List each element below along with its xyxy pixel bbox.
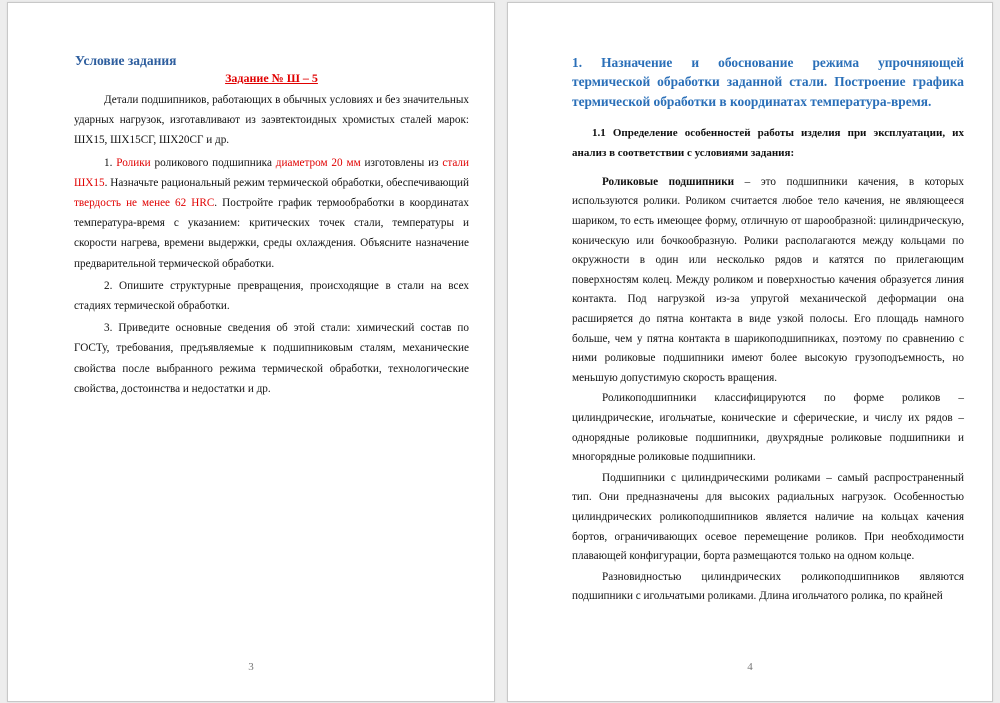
chapter-heading: 1. Назначение и обоснование режима упрочняющей термической обработки заданной стали. Построение графика термической обработки в координатах температура-время. — [572, 55, 964, 109]
paragraph-needle: Разновидностью цилиндрических роликоподшипников являются подшипники с игольчатыми роликами. Длина игольчатого ролика, по крайней — [572, 570, 964, 603]
item1-text-3: изготовлены из — [360, 156, 443, 169]
page-3-content — [74, 53, 469, 401]
paragraph-roller-bearings — [572, 173, 964, 389]
task-item-3: 3. Приведите основные сведения об этой стали: химический состав по ГОСТу, требования, предъявляемые к подшипниковым сталям, механические свойства после выбранного режима термической обработки, технологические свойства, достоинства и недостатки и др. — [74, 322, 469, 395]
item1-highlight-rollers: Ролики — [116, 156, 151, 169]
item1-text-1: 1. — [104, 156, 117, 169]
paragraph-cylindrical: Подшипники с цилиндрическими роликами – самый распространенный тип. Они предназначены для высоких радиальных нагрузок. Особенностью цилиндрических роликоподшипников является наличие на кольцах качения бортов, ограничивающих осевое перемещение роликов. При необходимости плавающей конфигурации, борта размещаются только на одном кольце. — [572, 471, 964, 563]
task-title: Задание № Ш – 5 — [225, 71, 318, 85]
intro-paragraph: Детали подшипников, работающих в обычных условиях и без значительных ударных нагрузок, изготавливают из заэвтектоидных хромистых сталей марок: ШХ15, ШХ15СГ, ШХ20СГ и др. — [74, 94, 469, 147]
task-item-1 — [74, 153, 469, 274]
term-roller-bearings: Роликовые подшипники — [602, 175, 735, 188]
item1-text-2: роликового подшипника — [150, 156, 276, 169]
task-item-2: 2. Опишите структурные превращения, происходящие в стали на всех стадиях термической обработки. — [74, 279, 469, 313]
document-page-3 — [7, 2, 495, 702]
paragraph-classification: Роликоподшипники классифицируются по форме роликов – цилиндрические, игольчатые, конические и сферические, и числу их рядов – однорядные роликовые подшипники, двухрядные роликовые подшипники и многорядные роликовые подшипники. — [572, 392, 964, 464]
paragraph-roller-bearings-text: – это подшипники качения, в которых используются ролики. Роликом считается любое тело качения, не являющееся шариком, то есть имеющее форму, отличную от шарообразной: цилиндрическую, коническую или бочкообразную. Ролики располагаются между кольцами по окружности в один или несколько рядов и катятся по прилегающим поверхностям колец. Между роликом и поверхностью качения образуется линия контакта. Под нагрузкой из-за упругой механической деформации она расширяется до пятна контакта в виде узкой полосы. Его площадь намного больше, чем у пятна контакта в шарикоподшипниках, поэтому по сравнению с ними роликовые подшипники имеют более высокую грузоподъемность, но меньшую допустимую скорость вращения. — [572, 175, 964, 384]
page-number: 4 — [747, 661, 753, 673]
subsection-heading: 1.1 Определение особенностей работы изделия при эксплуатации, их анализ в соответствии с условиями задания: — [572, 126, 964, 160]
item1-text-5: . Постройте график термообработки в координатах температура-время с указанием: критических точек стали, температуры и скорости нагрева, времени выдержки, среды охлаждения. Объясните назначение предварительной термической обработки. — [74, 197, 469, 270]
page-number: 3 — [248, 661, 254, 673]
item1-highlight-steel: стали ШХ15 — [74, 156, 469, 189]
page-4-content — [572, 53, 964, 608]
item1-text-4: . Назначьте рациональный режим термической обработки, обеспечивающий — [104, 176, 469, 189]
item1-highlight-diameter: диаметром 20 мм — [275, 156, 361, 169]
section-heading: Условие задания — [75, 53, 177, 68]
item1-highlight-hardness: твердость не менее 62 HRC — [74, 197, 215, 210]
document-page-4 — [507, 2, 993, 702]
